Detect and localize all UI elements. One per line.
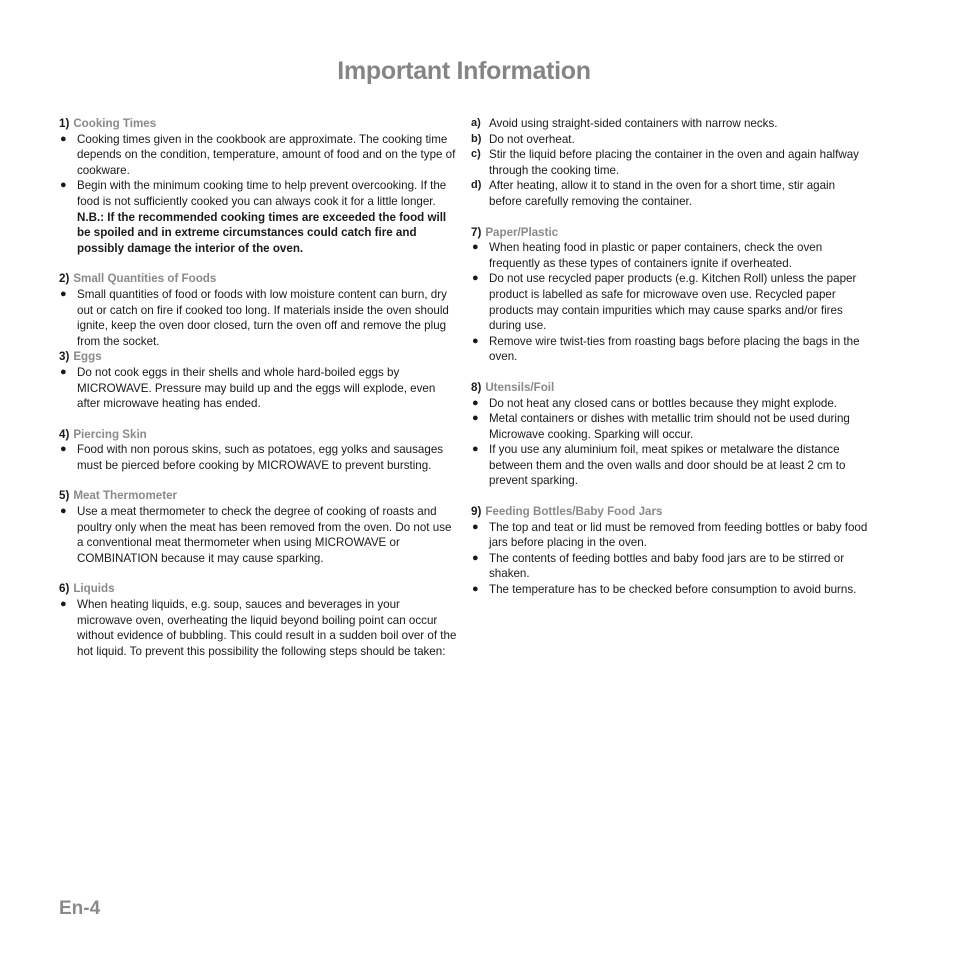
bullet-dot-icon: ● — [472, 272, 479, 285]
list-item: ● The temperature has to be checked before consumption to avoid burns. — [472, 583, 857, 597]
section-heading: 3) Eggs — [59, 350, 102, 364]
bullet-dot-icon: ● — [60, 443, 67, 456]
section-heading: 2) Small Quantities of Foods — [59, 272, 217, 286]
list-item: ● Remove wire twist-ties from roasting bags before placing the bags in the oven. — [472, 334, 860, 364]
section-eggs — [59, 349, 457, 411]
list-item: ● Do not use recycled paper products (e.g. Kitchen Roll) unless the paper product is labelled as safe for microwave oven use. Recycled paper products may contain impurities which may cause sparks and/or fires during use. — [472, 272, 857, 333]
section-cooking-times — [59, 116, 457, 256]
right-column — [471, 116, 871, 598]
list-item: c) Stir the liquid before placing the container in the oven and again halfway through the cooking time. — [471, 148, 859, 177]
bullet-dot-icon: ● — [60, 132, 67, 145]
bullet-dot-icon: ● — [60, 598, 67, 611]
bullet-dot-icon: ● — [472, 520, 479, 533]
list-item: ● When heating food in plastic or paper containers, check the oven frequently as these types of containers ignite if overheated. — [472, 241, 823, 270]
section-heading: 7) Paper/Plastic — [471, 225, 559, 239]
bullet-dot-icon: ● — [60, 179, 67, 192]
section-piercing-skin — [59, 427, 457, 474]
list-item: ● The top and teat or lid must be removed from feeding bottles or baby food jars before placing in the oven. — [472, 520, 868, 550]
section-heading: 5) Meat Thermometer — [59, 489, 178, 503]
list-item: ● If you use any aluminium foil, meat spikes or metalware the distance between them and the oven walls and door should be at least 2 cm to prevent sparking. — [472, 443, 846, 488]
left-column — [59, 116, 457, 659]
bullet-dot-icon: ● — [472, 241, 479, 254]
list-item: ● Metal containers or dishes with metallic trim should not be used during Microwave cooking. Sparking will occur. — [472, 412, 850, 441]
page-title: Important Information — [337, 57, 591, 85]
list-item: ● Use a meat thermometer to check the degree of cooking of roasts and poultry only when the meat has been removed from the oven. Do not use a conventional meat thermometer when using MICROWAVE or COMBINATION because it may cause sparking. — [60, 505, 452, 565]
bullet-dot-icon: ● — [472, 583, 479, 596]
section-heading: 8) Utensils/Foil — [471, 380, 555, 394]
bullet-dot-icon: ● — [60, 505, 67, 518]
bullet-dot-icon: ● — [472, 412, 479, 425]
list-item: a) Avoid using straight-sided containers with narrow necks. — [471, 117, 778, 130]
list-item: d) After heating, allow it to stand in the oven for a short time, stir again before carefully removing the container. — [471, 179, 836, 208]
list-item: ● Food with non porous skins, such as potatoes, egg yolks and sausages must be pierced before cooking by MICROWAVE to prevent bursting. — [60, 443, 444, 472]
section-heading: 1) Cooking Times — [59, 117, 157, 130]
bullet-dot-icon: ● — [60, 365, 67, 378]
section-heading: 9) Feeding Bottles/Baby Food Jars — [471, 505, 663, 519]
list-item: ● Do not cook eggs in their shells and whole hard-boiled eggs by MICROWAVE. Pressure may build up and the eggs will explode, even after microwave heating has ended. — [60, 365, 436, 411]
page-number: En-4 — [59, 898, 101, 919]
section-paper-plastic — [471, 225, 871, 365]
bullet-dot-icon: ● — [472, 443, 479, 456]
bullet-dot-icon: ● — [472, 334, 479, 347]
list-item: b) Do not overheat. — [471, 132, 575, 146]
bullet-dot-icon: ● — [472, 396, 479, 409]
section-utensils-foil — [471, 380, 871, 489]
list-item: ● Cooking times given in the cookbook are approximate. The cooking time depends on the condition, temperature, amount of food and on the type of cookware. — [60, 132, 456, 177]
list-item: ● Begin with the minimum cooking time to help prevent overcooking. If the food is not sufficiently cooked you can always cook it for a little longer. N.B.: If the recommended cooking times are exceeded the food will be spoiled and in extreme circumstances could catch fire and possibly damage the interior of the oven. — [60, 179, 447, 255]
section-meat-thermometer — [59, 488, 457, 566]
section-liquids — [59, 581, 457, 659]
section-heading: 4) Piercing Skin — [59, 427, 147, 441]
liquids-steps — [471, 116, 871, 210]
list-item: ● Small quantities of food or foods with low moisture content can burn, dry out or catch on fire if cooked too long. If materials inside the oven should ignite, keep the oven door closed, turn the oven off and remove the plug from the socket. — [60, 287, 449, 348]
bullet-dot-icon: ● — [472, 551, 479, 564]
section-feeding-bottles — [471, 504, 871, 598]
section-small-quantities — [59, 271, 457, 349]
list-item: ● The contents of feeding bottles and baby food jars are to be stirred or shaken. — [472, 551, 845, 581]
bullet-dot-icon: ● — [60, 287, 67, 300]
warning-note: N.B.: If the recommended cooking times are exceeded the food will be spoiled and in extreme circumstances could catch fire and possibly damage the interior of the oven. — [77, 210, 447, 255]
section-heading: 6) Liquids — [59, 582, 115, 596]
list-item: ● Do not heat any closed cans or bottles because they might explode. — [472, 396, 838, 410]
list-item: ● When heating liquids, e.g. soup, sauces and beverages in your microwave oven, overheating the liquid beyond boiling point can occur without evidence of bubbling. This could result in a sudden boil over of the hot liquid. To prevent this possibility the following steps should be taken: — [60, 598, 457, 658]
